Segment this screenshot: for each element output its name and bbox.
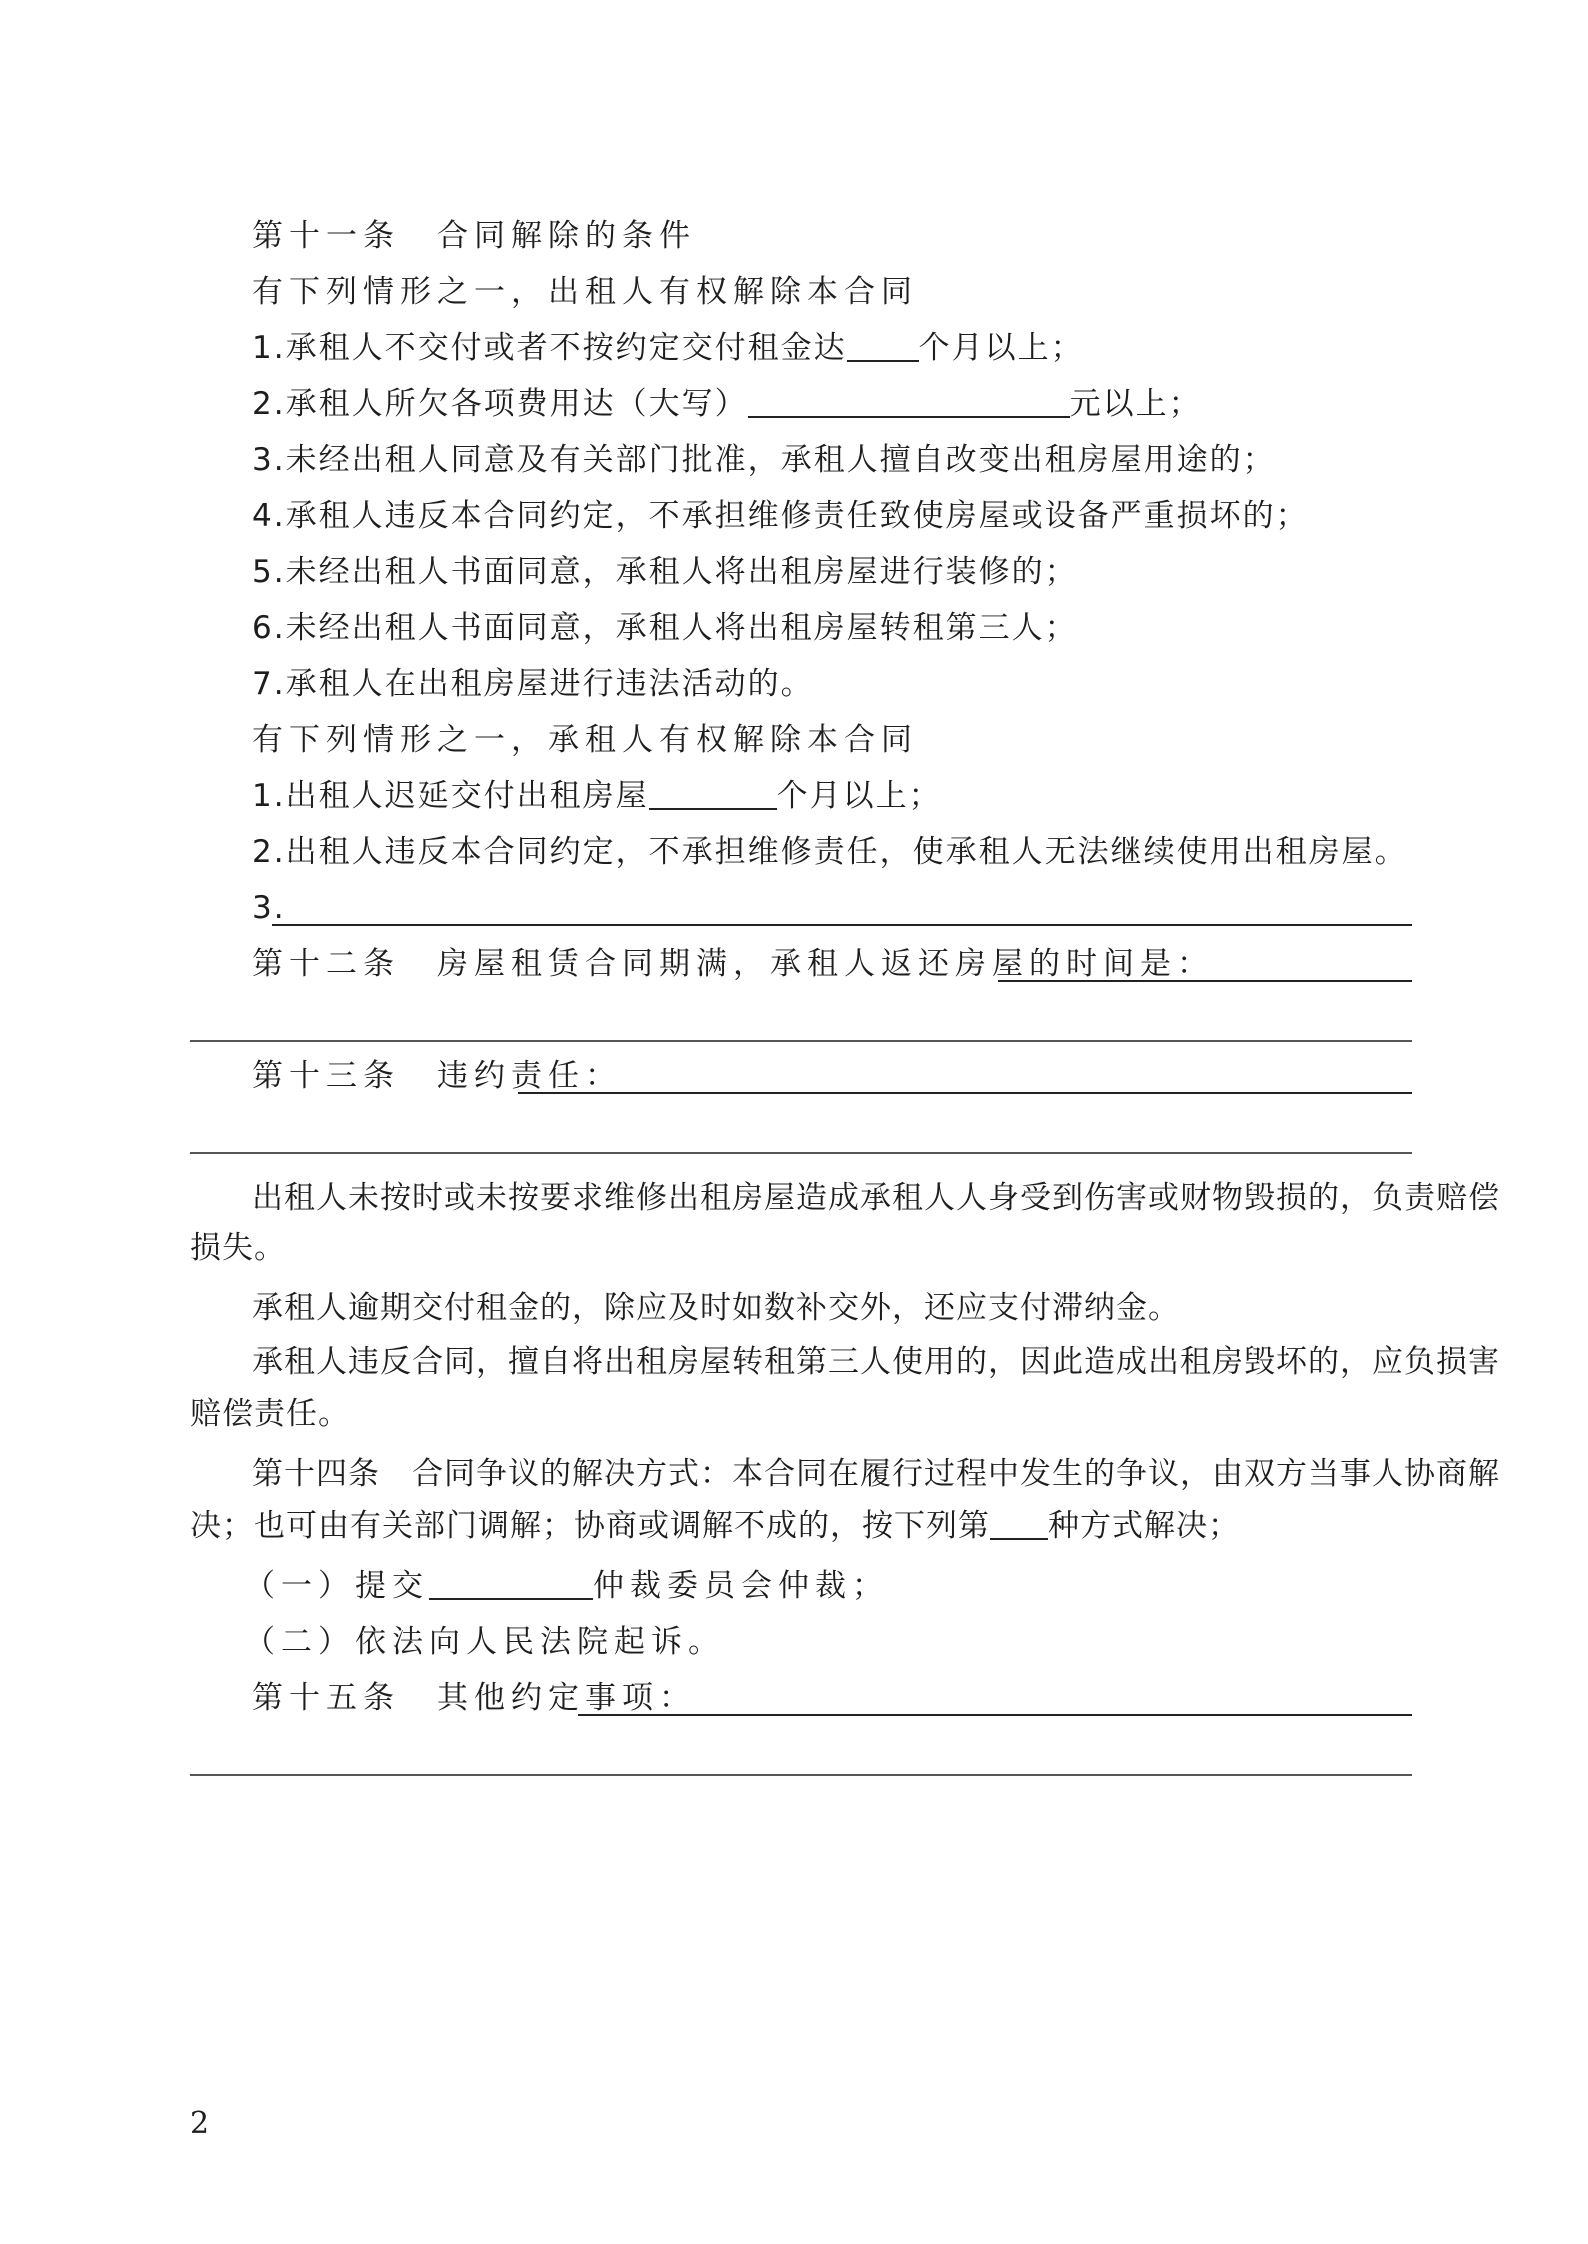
article-11-heading: 第十一条 合同解除的条件 xyxy=(252,218,696,254)
lessor-item-4: 4.承租人违反本合同约定，不承担维修责任致使房屋或设备严重损坏的； xyxy=(252,498,1309,534)
article-14-line-2 xyxy=(190,1504,1240,1548)
arbitration-option-suffix: 仲裁委员会仲裁； xyxy=(593,1568,889,1604)
lessor-item-3: 3.未经出租人同意及有关部门批准，承租人擅自改变出租房屋用途的； xyxy=(252,442,1276,478)
arbitration-commission-blank[interactable] xyxy=(429,1568,593,1600)
lessee-item-1-text: 1.出租人迟延交付出租房屋 xyxy=(252,778,649,814)
delay-months-blank[interactable] xyxy=(649,778,777,810)
lessor-item-7: 7.承租人在出租房屋进行违法活动的。 xyxy=(252,666,814,702)
lessee-item-3-blank[interactable] xyxy=(272,924,1412,926)
lessee-termination-intro: 有下列情形之一，承租人有权解除本合同 xyxy=(252,722,918,758)
lessee-item-1-suffix: 个月以上； xyxy=(776,778,942,814)
liability-paragraph-2: 承租人逾期交付租金的，除应及时如数补交外，还应支付滞纳金。 xyxy=(252,1290,1180,1326)
lessee-item-2: 2.出租人违反本合同约定，不承担维修责任，使承租人无法继续使用出租房屋。 xyxy=(252,834,1408,870)
lessee-item-1 xyxy=(252,774,942,818)
article-12-continuation-line[interactable] xyxy=(190,1040,1412,1042)
liability-paragraph-3-line-2: 赔偿责任。 xyxy=(190,1396,350,1432)
article-13-heading: 第十三条 违约责任： xyxy=(252,1058,622,1094)
article-14-line-2-suffix: 种方式解决； xyxy=(1048,1508,1240,1544)
court-option: （二）依法向人民法院起诉。 xyxy=(244,1624,725,1660)
article-14-line-2-text: 决；也可由有关部门调解；协商或调解不成的，按下列第 xyxy=(190,1508,990,1544)
article-13-continuation-line[interactable] xyxy=(190,1152,1412,1154)
page-number: 2 xyxy=(190,2106,210,2141)
months-overdue-blank[interactable] xyxy=(847,330,919,362)
lessor-item-5: 5.未经出租人书面同意，承租人将出租房屋进行装修的； xyxy=(252,554,1078,590)
lessor-item-2-suffix: 元以上； xyxy=(1069,386,1202,422)
breach-liability-blank[interactable] xyxy=(518,1092,1412,1094)
lessor-item-1 xyxy=(252,326,1084,370)
liability-paragraph-1-line-1: 出租人未按时或未按要求维修出租房屋造成承租人人身受到伤害或财物毁损的，负责赔偿 xyxy=(252,1180,1500,1216)
method-number-blank[interactable] xyxy=(990,1508,1048,1540)
amount-in-words-blank[interactable] xyxy=(748,386,1070,418)
lessor-item-2-text: 2.承租人所欠各项费用达（大写） xyxy=(252,386,748,422)
lessor-item-2 xyxy=(252,382,1202,426)
liability-paragraph-1-line-2: 损失。 xyxy=(190,1230,286,1266)
lessor-item-6: 6.未经出租人书面同意，承租人将出租房屋转租第三人； xyxy=(252,610,1078,646)
return-time-blank[interactable] xyxy=(998,980,1412,982)
article-12-heading: 第十二条 房屋租赁合同期满，承租人返还房屋的时间是： xyxy=(252,946,1214,982)
lessor-item-1-text: 1.承租人不交付或者不按约定交付租金达 xyxy=(252,330,847,366)
article-15-heading: 第十五条 其他约定事项： xyxy=(252,1680,696,1716)
lessor-item-1-suffix: 个月以上； xyxy=(918,330,1084,366)
lessor-termination-intro: 有下列情形之一，出租人有权解除本合同 xyxy=(252,274,918,310)
arbitration-option xyxy=(244,1564,889,1608)
other-matters-blank[interactable] xyxy=(578,1714,1412,1716)
article-15-continuation-line[interactable] xyxy=(190,1774,1412,1776)
article-14-line-1: 第十四条 合同争议的解决方式：本合同在履行过程中发生的争议，由双方当事人协商解 xyxy=(252,1456,1500,1492)
liability-paragraph-3-line-1: 承租人违反合同，擅自将出租房屋转租第三人使用的，因此造成出租房毁坏的，应负损害 xyxy=(252,1344,1500,1380)
lessee-item-3-label: 3. xyxy=(252,890,286,926)
arbitration-option-text: （一）提交 xyxy=(244,1568,429,1604)
